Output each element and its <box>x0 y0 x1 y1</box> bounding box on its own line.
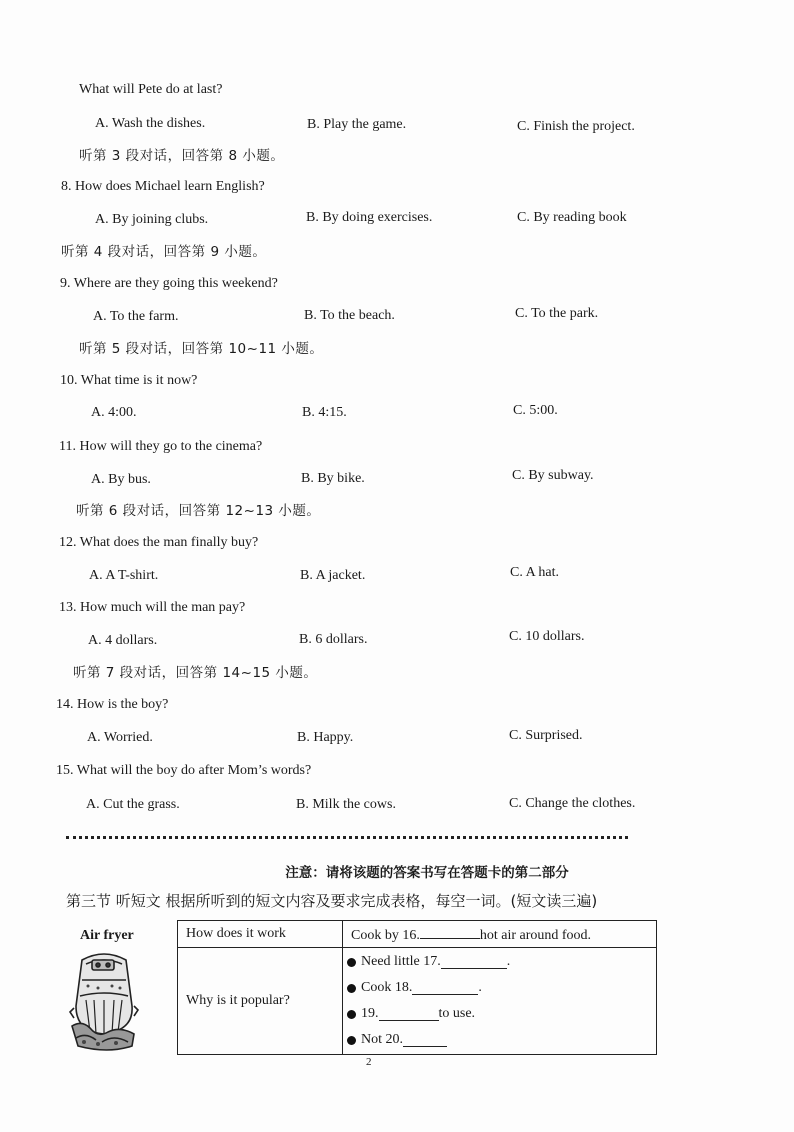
section-3-instruction: 听第 3 段对话，回答第 8 小题。 <box>79 148 285 164</box>
question-15-option-c: C. Change the clothes. <box>509 796 636 811</box>
question-12-option-c: C. A hat. <box>510 565 560 580</box>
question-12-option-a: A. A T-shirt. <box>89 568 159 583</box>
question-10-option-c: C. 5:00. <box>513 403 558 418</box>
row-how-label: How does it work <box>178 921 343 948</box>
question-10-option-a: A. 4:00. <box>91 405 137 420</box>
question-11-stem: 11. How will they go to the cinema? <box>59 439 263 454</box>
question-12-stem: 12. What does the man finally buy? <box>59 535 259 550</box>
bullet-19 <box>347 1001 652 1027</box>
blank-20[interactable] <box>403 1033 447 1047</box>
question-14-option-b: B. Happy. <box>297 730 354 745</box>
bullet-17-end: . <box>506 954 511 969</box>
question-8-option-c: C. By reading book <box>517 210 627 225</box>
question-14-stem: 14. How is the boy? <box>56 697 169 712</box>
question-7-option-a: A. Wash the dishes. <box>95 116 206 131</box>
section-three-heading: 第三节 听短文 根据所听到的短文内容及要求完成表格，每空一词。(短文读三遍) <box>66 892 598 910</box>
table-row <box>178 921 657 948</box>
question-15-stem: 15. What will the boy do after Mom’s words? <box>56 763 312 778</box>
question-9-stem: 9. Where are they going this weekend? <box>60 276 278 291</box>
row-why-label: Why is it popular? <box>178 948 343 1055</box>
question-9-option-a: A. To the farm. <box>93 309 179 324</box>
question-7-option-b: B. Play the game. <box>307 117 407 132</box>
section-7-instruction: 听第 7 段对话，回答第 14~15 小题。 <box>73 665 318 681</box>
bullet-17-text: Need little 17. <box>361 954 441 969</box>
dotted-divider <box>66 836 628 843</box>
question-14-option-c: C. Surprised. <box>509 728 583 743</box>
section-6-instruction: 听第 6 段对话，回答第 12~13 小题。 <box>76 503 321 519</box>
question-7-option-c: C. Finish the project. <box>517 119 635 134</box>
bullet-19-text: 19. <box>361 1006 379 1021</box>
blank-16[interactable] <box>420 925 480 939</box>
row-how-content <box>343 921 657 948</box>
blank-17[interactable] <box>441 955 507 969</box>
bullet-dot-icon <box>347 984 356 993</box>
answer-notice: 注意：请将该题的答案书写在答题卡的第二部分 <box>285 865 569 881</box>
table-row <box>178 948 657 1055</box>
row-why-content <box>343 948 657 1055</box>
question-9-option-b: B. To the beach. <box>304 308 395 323</box>
question-14-option-a: A. Worried. <box>87 730 153 745</box>
blank-16-prefix: Cook by 16. <box>351 927 420 943</box>
question-10-stem: 10. What time is it now? <box>60 373 198 388</box>
page-number: 2 <box>366 1056 372 1068</box>
question-13-option-b: B. 6 dollars. <box>299 632 368 647</box>
bullet-20-text: Not 20. <box>361 1032 403 1047</box>
question-12-option-b: B. A jacket. <box>300 568 366 583</box>
bullet-18-end: . <box>478 980 482 995</box>
question-9-option-c: C. To the park. <box>515 306 599 321</box>
question-11-option-a: A. By bus. <box>91 472 151 487</box>
question-15-option-b: B. Milk the cows. <box>296 797 396 812</box>
bullet-17 <box>347 949 652 975</box>
question-7-stem: What will Pete do at last? <box>79 82 223 97</box>
question-11-option-b: B. By bike. <box>301 471 365 486</box>
question-13-option-a: A. 4 dollars. <box>88 633 158 648</box>
blank-18[interactable] <box>412 981 478 995</box>
bullet-dot-icon <box>347 1010 356 1019</box>
question-8-stem: 8. How does Michael learn English? <box>61 179 265 194</box>
bullet-20 <box>347 1027 652 1053</box>
bullet-dot-icon <box>347 1036 356 1045</box>
question-13-stem: 13. How much will the man pay? <box>59 600 246 615</box>
air-fryer-illustration <box>68 946 140 1056</box>
air-fryer-label: Air fryer <box>80 928 134 943</box>
question-11-option-c: C. By subway. <box>512 468 594 483</box>
section-4-instruction: 听第 4 段对话，回答第 9 小题。 <box>61 244 267 260</box>
question-13-option-c: C. 10 dollars. <box>509 629 585 644</box>
blank-16-suffix: hot air around food. <box>479 927 592 943</box>
question-8-option-a: A. By joining clubs. <box>95 212 209 227</box>
question-15-option-a: A. Cut the grass. <box>86 797 180 812</box>
bullet-18-text: Cook 18. <box>361 980 413 995</box>
bullet-19-end: to use. <box>438 1006 476 1021</box>
bullet-18 <box>347 975 652 1001</box>
bullet-dot-icon <box>347 958 356 967</box>
question-10-option-b: B. 4:15. <box>302 405 347 420</box>
section-5-instruction: 听第 5 段对话，回答第 10~11 小题。 <box>79 341 324 357</box>
blank-19[interactable] <box>379 1007 439 1021</box>
air-fryer-table <box>177 920 657 1055</box>
question-8-option-b: B. By doing exercises. <box>306 210 433 225</box>
